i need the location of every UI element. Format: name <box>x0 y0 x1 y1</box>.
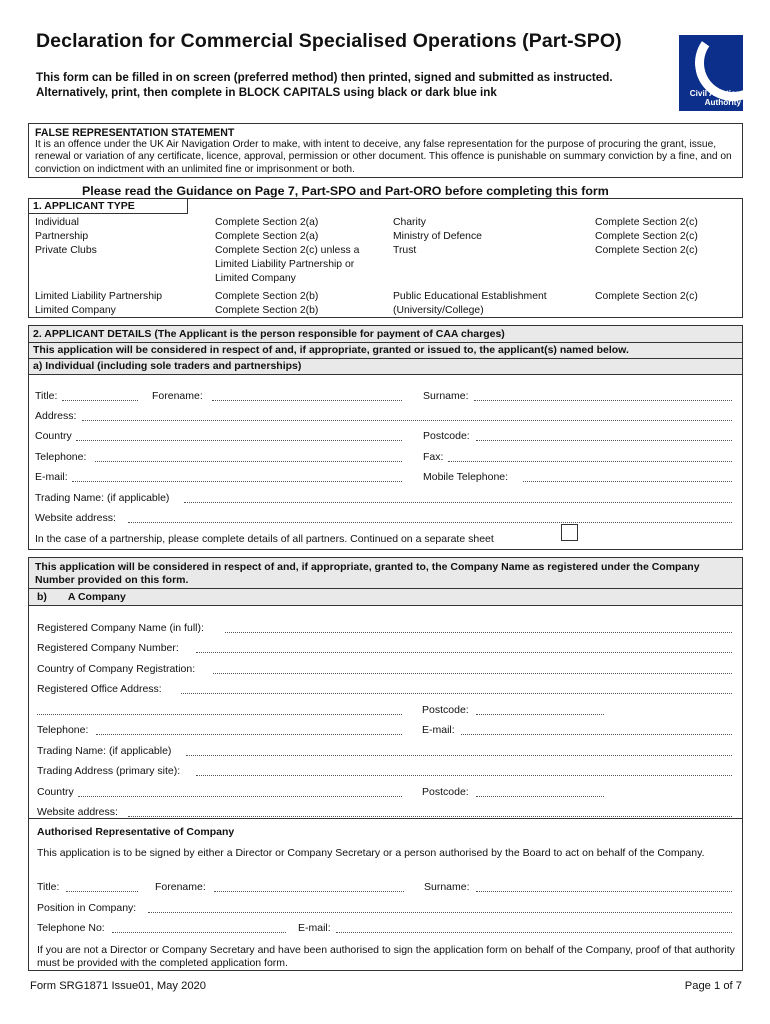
section2b-heading: A Company <box>67 591 126 603</box>
company-country-label: Country <box>37 786 74 798</box>
auth-telno-field[interactable] <box>112 922 286 933</box>
false-rep-text: It is an offence under the UK Air Navigation Order to make, with intent to deceive, any false representation for the purpose of procuring the grant, issue, renewal or variation of any certificate, licence, approval, permission or other document. This offence is punishable on summary conviction by a fine, and on conviction on indictment with an unlimited fine or imprisonment or both. <box>35 139 732 175</box>
applicant-type-row <box>35 304 735 318</box>
company-trading-field[interactable] <box>186 745 732 756</box>
reg-name-label: Registered Company Name (in full): <box>37 622 204 634</box>
auth-text: This application is to be signed by either a Director or Company Secretary or a person authorised by the Board to act on behalf of the Company. <box>37 847 705 859</box>
section2-consider: This application will be considered in respect of and, if appropriate, granted or issued to, the applicant(s) named below. <box>29 343 742 359</box>
applicant-type-cell <box>595 304 735 318</box>
applicant-type-row <box>35 216 735 230</box>
applicant-type-cell: Limited Company <box>35 305 116 316</box>
applicant-type-cell: Complete Section 2(c) <box>595 231 698 242</box>
partnership-note: In the case of a partnership, please complete details of all partners. Continued on a separate sheet <box>35 533 494 545</box>
reg-number-label: Registered Company Number: <box>37 642 179 654</box>
company-trading-label: Trading Name: (if applicable) <box>37 745 172 757</box>
trading-name-field[interactable] <box>184 492 732 503</box>
trading-address-label: Trading Address (primary site): <box>37 765 181 777</box>
applicant-type-cell: Partnership <box>35 231 89 242</box>
title-label: Title: <box>35 390 58 402</box>
applicant-type-cell: Complete Section 2(a) <box>215 231 319 242</box>
section2b-label: b) <box>37 591 47 603</box>
country-reg-label: Country of Company Registration: <box>37 663 196 675</box>
applicant-type-cell: Ministry of Defence <box>393 231 482 242</box>
position-label: Position in Company: <box>37 902 137 914</box>
applicant-type-cell: Private Clubs <box>35 245 97 256</box>
company-telephone-label: Telephone: <box>37 724 89 736</box>
applicant-type-cell: Public Educational Establishment <box>393 291 547 302</box>
section2b-heading-row <box>29 589 742 606</box>
auth-forename-label: Forename: <box>155 881 206 893</box>
mobile-field[interactable] <box>523 471 732 482</box>
footer-form-id: Form SRG1871 Issue01, May 2020 <box>30 980 206 992</box>
email-label: E-mail: <box>35 471 68 483</box>
reg-office-label: Registered Office Address: <box>37 683 162 695</box>
logo-line1: Civil Aviation <box>689 89 741 98</box>
trading-address-field[interactable] <box>196 765 732 776</box>
title-field[interactable] <box>62 390 138 401</box>
fax-label: Fax: <box>423 451 444 463</box>
applicant-type-cell: Trust <box>393 245 417 256</box>
auth-email-label: E-mail: <box>298 922 331 934</box>
address-label: Address: <box>35 410 77 422</box>
country-reg-field[interactable] <box>213 663 732 674</box>
auth-forename-field[interactable] <box>214 881 404 892</box>
email-field[interactable] <box>72 471 402 482</box>
applicant-type-row <box>35 244 735 286</box>
telephone-field[interactable] <box>95 451 402 462</box>
applicant-type-cell: Complete Section 2(b) <box>215 291 319 302</box>
applicant-type-cell: Individual <box>35 217 79 228</box>
country-field[interactable] <box>76 430 402 441</box>
reg-name-field[interactable] <box>225 622 732 633</box>
auth-email-field[interactable] <box>336 922 732 933</box>
trading-name-label: Trading Name: (if applicable) <box>35 492 170 504</box>
company-website-field[interactable] <box>128 806 732 817</box>
forename-field[interactable] <box>212 390 402 401</box>
country-label: Country <box>35 430 72 442</box>
address-field[interactable] <box>82 410 732 421</box>
position-field[interactable] <box>148 902 732 913</box>
intro-text: This form can be filled in on screen (preferred method) then printed, signed and submitted as instructed. Alternatively, print, then complete in BLOCK CAPITALS using black or dark blue ink <box>36 71 613 99</box>
forename-label: Forename: <box>152 390 203 402</box>
logo-line2: Authority <box>704 98 741 107</box>
company-postcode2-label: Postcode: <box>422 786 469 798</box>
footer-page-number: Page 1 of 7 <box>684 980 742 992</box>
website-field[interactable] <box>128 512 732 523</box>
telephone-label: Telephone: <box>35 451 87 463</box>
guidance-note: Please read the Guidance on Page 7, Part-SPO and Part-ORO before completing this form <box>82 184 609 198</box>
false-rep-heading: FALSE REPRESENTATION STATEMENT <box>35 127 235 139</box>
company-email-field[interactable] <box>461 724 732 735</box>
applicant-type-row <box>35 230 735 244</box>
company-postcode2-field[interactable] <box>476 786 604 797</box>
surname-field[interactable] <box>474 390 732 401</box>
auth-surname-field[interactable] <box>476 881 732 892</box>
applicant-type-cell: Complete Section 2(c) <box>595 217 698 228</box>
surname-label: Surname: <box>423 390 469 402</box>
company-postcode-label: Postcode: <box>422 704 469 716</box>
mobile-label: Mobile Telephone: <box>423 471 509 483</box>
applicant-type-cell: Complete Section 2(a) <box>215 217 319 228</box>
applicant-type-cell: Complete Section 2(c) <box>595 245 698 256</box>
company-country-field[interactable] <box>78 786 402 797</box>
applicant-type-table <box>35 216 735 318</box>
auth-divider <box>28 818 743 819</box>
applicant-type-cell: Limited Liability Partnership <box>35 291 163 302</box>
false-representation-box <box>28 123 743 178</box>
postcode-field[interactable] <box>476 430 732 441</box>
company-telephone-field[interactable] <box>96 724 402 735</box>
auth-note: If you are not a Director or Company Secretary and have been authorised to sign the application form on behalf of the Company, proof of that authority must be provided with the completed application form. <box>37 944 735 969</box>
applicant-type-cell: (University/College) <box>393 305 484 316</box>
company-email-label: E-mail: <box>422 724 455 736</box>
applicant-type-cell: Complete Section 2(c) <box>595 291 698 302</box>
applicant-type-cell: Complete Section 2(b) <box>215 305 319 316</box>
page-title: Declaration for Commercial Specialised Operations (Part-SPO) <box>36 30 622 52</box>
auth-surname-label: Surname: <box>424 881 470 893</box>
section2a-heading: a) Individual (including sole traders and partnerships) <box>29 359 742 375</box>
auth-title-field[interactable] <box>66 881 138 892</box>
company-website-label: Website address: <box>37 806 118 818</box>
section2b-consider: This application will be considered in respect of and, if appropriate, granted to, the Company Name as registered under the Company Number provided on this form. <box>29 558 742 589</box>
applicant-type-row <box>35 286 735 304</box>
separate-sheet-checkbox[interactable] <box>561 524 578 541</box>
applicant-type-section <box>28 198 743 318</box>
company-postcode-field[interactable] <box>476 704 604 715</box>
website-label: Website address: <box>35 512 116 524</box>
auth-title-label: Title: <box>37 881 60 893</box>
applicant-type-cell: Charity <box>393 217 426 228</box>
reg-office-field-line2[interactable] <box>37 704 402 715</box>
section1-heading: 1. APPLICANT TYPE <box>29 199 188 214</box>
caa-logo <box>679 35 743 111</box>
section2-heading: 2. APPLICANT DETAILS (The Applicant is the person responsible for payment of CAA charges) <box>29 326 742 343</box>
auth-telno-label: Telephone No: <box>37 922 105 934</box>
auth-heading: Authorised Representative of Company <box>37 826 235 838</box>
reg-number-field[interactable] <box>196 642 732 653</box>
applicant-type-cell: Complete Section 2(c) unless a Limited Liability Partnership or Limited Company <box>215 245 360 284</box>
fax-field[interactable] <box>448 451 732 462</box>
postcode-label: Postcode: <box>423 430 470 442</box>
reg-office-field[interactable] <box>181 683 732 694</box>
